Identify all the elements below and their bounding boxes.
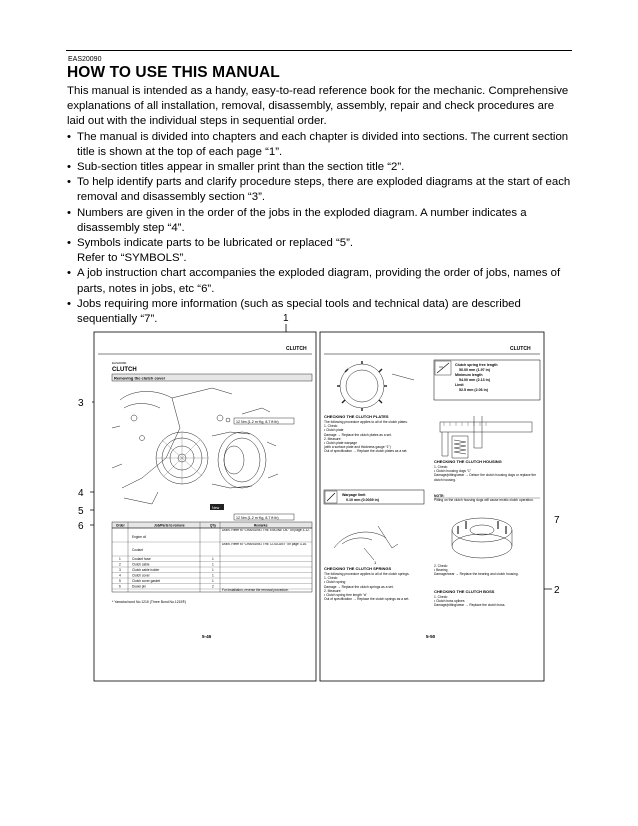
svg-text:CHECKING THE CLUTCH BOSS: CHECKING THE CLUTCH BOSS xyxy=(434,589,495,594)
clutch-springs-section: CHECKING THE CLUTCH SPRINGS The following procedure applies to all of the clutch springs. 1. Check: • Clutch spring Damage → Replace the clutch springs as a set. 2. Measure: • Clutch spring free length “a” Out of specification → Replace the clutch springs as a set. xyxy=(324,566,410,602)
list-item-text: Jobs requiring more information (such as special tools and technical data) are described sequentially “7”. xyxy=(77,297,521,326)
left-page-frame xyxy=(94,332,316,681)
top-rule xyxy=(66,50,572,51)
svg-text:4: 4 xyxy=(119,573,121,578)
list-item xyxy=(67,175,573,205)
left-subtitle: Removing the clutch cover xyxy=(114,375,166,381)
svg-text:NOTE:: NOTE: xyxy=(434,494,445,498)
svg-text:2: 2 xyxy=(212,584,214,589)
list-item-text: Numbers are given in the order of the jobs in the exploded diagram. A number indicates a disassembly step “4”. xyxy=(77,206,527,234)
svg-text:Warpage limit: Warpage limit xyxy=(342,493,366,497)
svg-text:1: 1 xyxy=(212,579,214,583)
svg-text:Coolant: Coolant xyxy=(132,548,143,552)
left-page-number: 5-46 xyxy=(202,634,212,639)
spring-label: 1 xyxy=(374,560,377,565)
callout-1: 1 xyxy=(283,313,289,324)
svg-text:1: 1 xyxy=(212,573,214,578)
callout-2: 2 xyxy=(554,585,560,596)
table-header-job: Job/Parts to remove xyxy=(154,523,185,528)
svg-text:52.5 mm (2.06 in): 52.5 mm (2.06 in) xyxy=(459,388,488,392)
left-section-code: EAS20080 xyxy=(112,361,127,365)
bullet-icon: • xyxy=(67,206,71,219)
svg-text:1: 1 xyxy=(119,557,121,561)
svg-text:1: 1 xyxy=(212,568,214,572)
list-item-text: Sub-section titles appear in smaller print than the section title “2”. xyxy=(77,161,405,174)
table-row: Coolant Drain. Refer to “CHANGING THE COOLANT” on page 3-16. xyxy=(132,543,307,552)
torque-label-1 xyxy=(234,418,294,424)
bullet-icon: • xyxy=(67,237,71,250)
section-code: EAS20090 xyxy=(68,56,102,63)
manual-example-figure xyxy=(62,308,582,683)
clutch-plates-section: CHECKING THE CLUTCH PLATES The following procedure applies to all of the clutch plates. 1. Check: • Clutch plate Damage → Replace the clutch plates as a set. 2. Measure: • Clutch plate warpage (with a surface plate and thickness gauge “1”) Out of specification → Replace the clutch plates as a set. xyxy=(324,414,408,454)
callout-3: 3 xyxy=(78,398,84,409)
list-item-text: A job instruction chart accompanies the exploded diagram, providing the order of jobs, names of parts, notes in jobs, etc “6”. xyxy=(77,267,561,295)
bearing-check-section: 2. Check: • Bearing Damage/wear → Replace the bearing and clutch housing. xyxy=(434,564,519,577)
warpage-limit-box xyxy=(324,490,424,504)
svg-text:CHECKING THE CLUTCH SPRINGS: CHECKING THE CLUTCH SPRINGS xyxy=(324,566,392,571)
right-page-header: CLUTCH xyxy=(510,346,531,352)
callout-7: 7 xyxy=(554,515,560,526)
table-row: For installation, reverse the removal procedure. xyxy=(222,588,289,592)
spec-box xyxy=(434,360,540,400)
table-header-order: Order xyxy=(116,523,125,528)
svg-text:6: 6 xyxy=(119,584,121,589)
torque-label-2 xyxy=(234,514,294,520)
bullet-icon: • xyxy=(67,161,71,174)
svg-text:CHECKING THE CLUTCH PLATES: CHECKING THE CLUTCH PLATES xyxy=(324,414,389,419)
list-item xyxy=(67,160,573,175)
svg-text:Dowel pin: Dowel pin xyxy=(132,584,146,589)
callout-4: 4 xyxy=(78,488,84,499)
right-page-number: 5-50 xyxy=(426,634,436,639)
page-title: HOW TO USE THIS MANUAL xyxy=(67,64,280,81)
bullet-icon: • xyxy=(67,176,71,189)
bullet-icon: • xyxy=(67,267,71,280)
bullet-icon: • xyxy=(67,297,71,310)
table-row: Engine oil Drain. Refer to “CHANGING THE ENGINE OIL” on page 3-12. xyxy=(132,529,310,539)
list-item xyxy=(67,206,573,236)
svg-text:Limit: Limit xyxy=(455,383,464,387)
svg-text:Clutch cable: Clutch cable xyxy=(132,562,150,567)
left-footnote: * Yamaha bond No.1215 (Three Bond No.1215®) xyxy=(112,600,187,604)
figure-svg xyxy=(62,308,582,683)
svg-text:12 Nm (1.2 m·Kg, 8.7 ft·lb): 12 Nm (1.2 m·Kg, 8.7 ft·lb) xyxy=(236,515,279,520)
list-item-text: Symbols indicate parts to be lubricated or replaced “5”. xyxy=(77,237,354,250)
left-section-title: CLUTCH xyxy=(112,367,137,373)
refer-line: Refer to “SYMBOLS”. xyxy=(77,252,187,265)
svg-text:Minimum length: Minimum length xyxy=(455,373,483,377)
intro-paragraph: This manual is intended as a handy, easy-to-read reference book for the mechanic. Comprehensive explanations of all installation, removal, disassembly, assembly, repair and check procedures are laid out with the individual steps in sequential order. xyxy=(67,85,569,128)
list-item-text: To help identify parts and clarify procedure steps, there are exploded diagrams at the start of each removal and disassembly section “3”. xyxy=(77,176,571,204)
table-header-remarks: Remarks xyxy=(254,523,268,528)
callout-6: 6 xyxy=(78,521,84,532)
svg-text:2: 2 xyxy=(119,562,121,567)
list-item xyxy=(67,130,573,160)
list-item xyxy=(67,236,573,266)
svg-text:CHECKING THE CLUTCH HOUSING: CHECKING THE CLUTCH HOUSING xyxy=(434,459,502,464)
clutch-housing-section: CHECKING THE CLUTCH HOUSING 1. Check: • Clutch housing dogs “1” Damage/pitting/wear → Deburr the clutch housing dogs or replace the clutch housing. NOTE: Pitting on the clutch housing dogs will cause erratic clutch operation. xyxy=(434,459,537,502)
svg-text:12 Nm (1.2 m·Kg, 8.7 ft·lb): 12 Nm (1.2 m·Kg, 8.7 ft·lb) xyxy=(236,419,279,424)
bullet-icon: • xyxy=(67,130,71,143)
list-item xyxy=(67,266,573,296)
table-header-qty: Q'ty xyxy=(210,523,217,528)
svg-text:New: New xyxy=(212,505,220,510)
svg-text:1: 1 xyxy=(212,562,214,567)
svg-text:Coolant hose: Coolant hose xyxy=(132,557,151,561)
body-text xyxy=(67,84,573,327)
new-badge xyxy=(210,504,224,510)
svg-text:3: 3 xyxy=(119,568,121,572)
svg-text:50.00 mm (1.97 in): 50.00 mm (1.97 in) xyxy=(459,368,490,372)
list-item-text: The manual is divided into chapters and each chapter is divided into sections. The current section title is shown at the top of each page “1”. xyxy=(77,130,569,158)
left-page-header: CLUTCH xyxy=(286,346,307,352)
svg-text:Engine oil: Engine oil xyxy=(132,535,146,539)
clutch-boss-section: CHECKING THE CLUTCH BOSS 1. Check: • Clutch boss splines Damage/pitting/wear → Replace the clutch boss. xyxy=(434,589,506,608)
svg-text:54.00 mm (2.13 in): 54.00 mm (2.13 in) xyxy=(459,378,490,382)
svg-text:Clutch cover: Clutch cover xyxy=(132,573,150,578)
callout-5: 5 xyxy=(78,506,84,517)
svg-text:1: 1 xyxy=(212,557,214,561)
svg-text:5: 5 xyxy=(119,579,121,583)
svg-text:Clutch cable holder: Clutch cable holder xyxy=(132,568,160,572)
bullet-list xyxy=(67,130,573,328)
svg-text:Clutch cover gasket: Clutch cover gasket xyxy=(132,579,160,583)
svg-text:Clutch spring free length: Clutch spring free length xyxy=(455,363,498,367)
svg-text:0.10 mm (0.0039 in): 0.10 mm (0.0039 in) xyxy=(346,498,379,502)
